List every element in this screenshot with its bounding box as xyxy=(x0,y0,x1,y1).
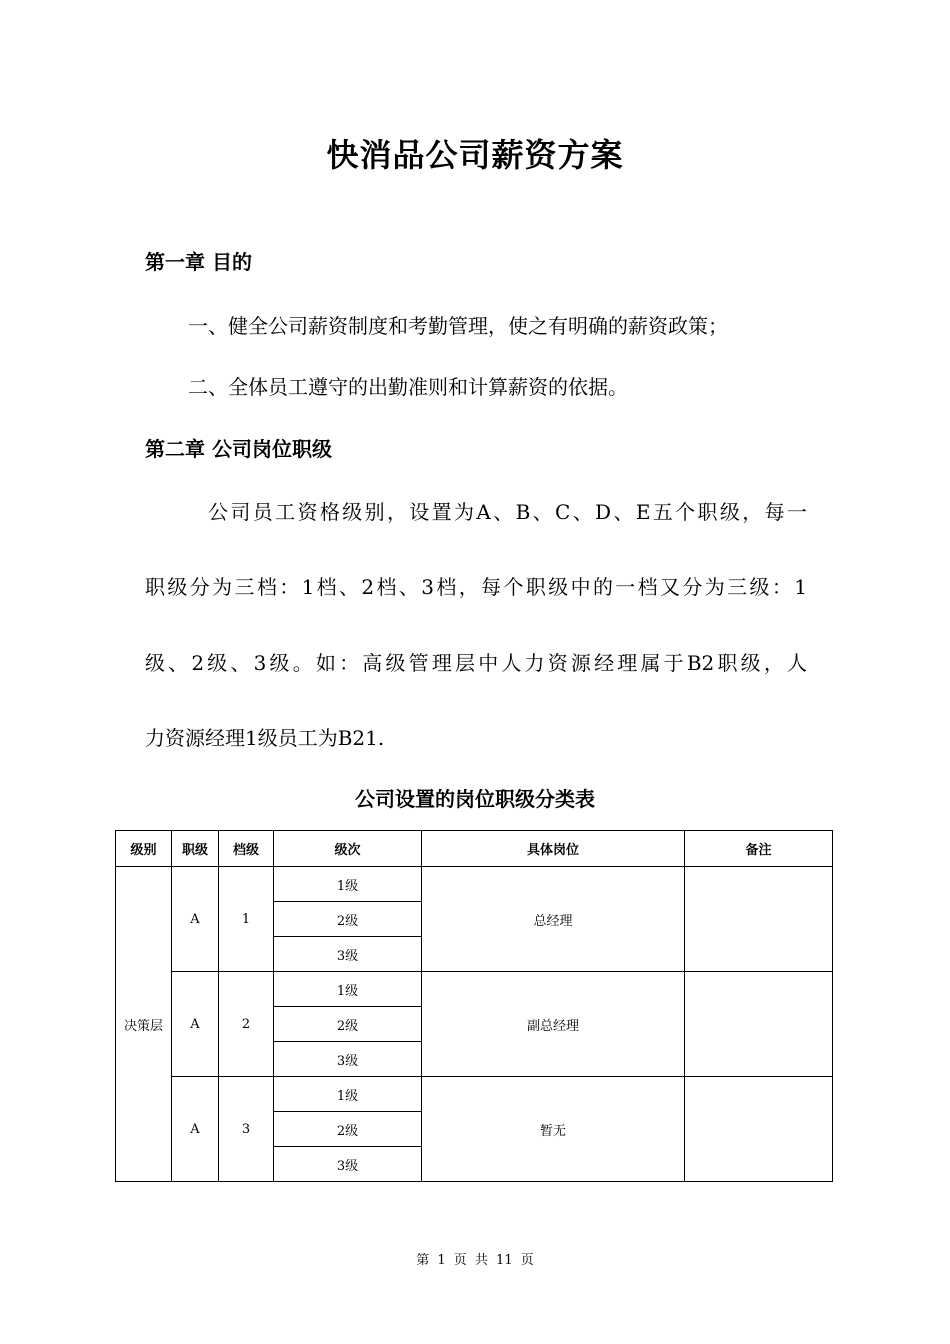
level-cell: 1级 xyxy=(274,867,422,902)
chapter-2-line-3: 级、2级、3级。如：高级管理层中人力资源经理属于B2职级，人 xyxy=(145,651,807,675)
chapter-2-line-2: 职级分为三档：1档、2档、3档，每个职级中的一档又分为三级：1 xyxy=(145,575,807,599)
level-cell: 2级 xyxy=(274,1112,422,1147)
chapter-1-item-2: 二、全体员工遵守的出勤准则和计算薪资的依据。 xyxy=(188,375,628,399)
level-cell: 1级 xyxy=(274,1077,422,1112)
chapter-2-line-1: 公司员工资格级别，设置为A、B、C、D、E五个职级，每一 xyxy=(208,500,807,524)
table-header-row xyxy=(116,831,833,867)
header-tier: 档级 xyxy=(219,831,274,867)
level-cell: 3级 xyxy=(274,937,422,972)
chapter-2-line-4: 力资源经理1级员工为B21. xyxy=(145,726,385,750)
level-cell: 2级 xyxy=(274,902,422,937)
level-cell: 1级 xyxy=(274,972,422,1007)
header-note: 备注 xyxy=(685,831,833,867)
grade-cell: A xyxy=(172,867,219,972)
grade-cell: A xyxy=(172,972,219,1077)
grade-classification-table xyxy=(115,830,833,1182)
position-cell: 副总经理 xyxy=(422,972,685,1077)
page-footer: 第 1 页 共 11 页 xyxy=(416,1253,534,1268)
note-cell xyxy=(685,972,833,1077)
tier-cell: 3 xyxy=(219,1077,274,1182)
note-cell xyxy=(685,867,833,972)
header-grade: 职级 xyxy=(172,831,219,867)
header-level: 级次 xyxy=(274,831,422,867)
table-title: 公司设置的岗位职级分类表 xyxy=(355,787,595,811)
tier-cell: 2 xyxy=(219,972,274,1077)
position-cell: 总经理 xyxy=(422,867,685,972)
position-cell: 暂无 xyxy=(422,1077,685,1182)
header-position: 具体岗位 xyxy=(422,831,685,867)
chapter-1-item-1: 一、健全公司薪资制度和考勤管理，使之有明确的薪资政策； xyxy=(188,314,728,338)
chapter-2-heading: 第二章 公司岗位职级 xyxy=(145,437,332,461)
chapter-1-heading: 第一章 目的 xyxy=(145,250,252,274)
note-cell xyxy=(685,1077,833,1182)
table-row xyxy=(116,867,833,902)
document-title: 快消品公司薪资方案 xyxy=(326,136,624,174)
grade-cell: A xyxy=(172,1077,219,1182)
table-row xyxy=(116,972,833,1007)
level-cell: 3级 xyxy=(274,1147,422,1182)
table-row xyxy=(116,1077,833,1112)
header-category: 级别 xyxy=(116,831,172,867)
level-cell: 3级 xyxy=(274,1042,422,1077)
tier-cell: 1 xyxy=(219,867,274,972)
category-cell: 决策层 xyxy=(116,867,172,1182)
level-cell: 2级 xyxy=(274,1007,422,1042)
